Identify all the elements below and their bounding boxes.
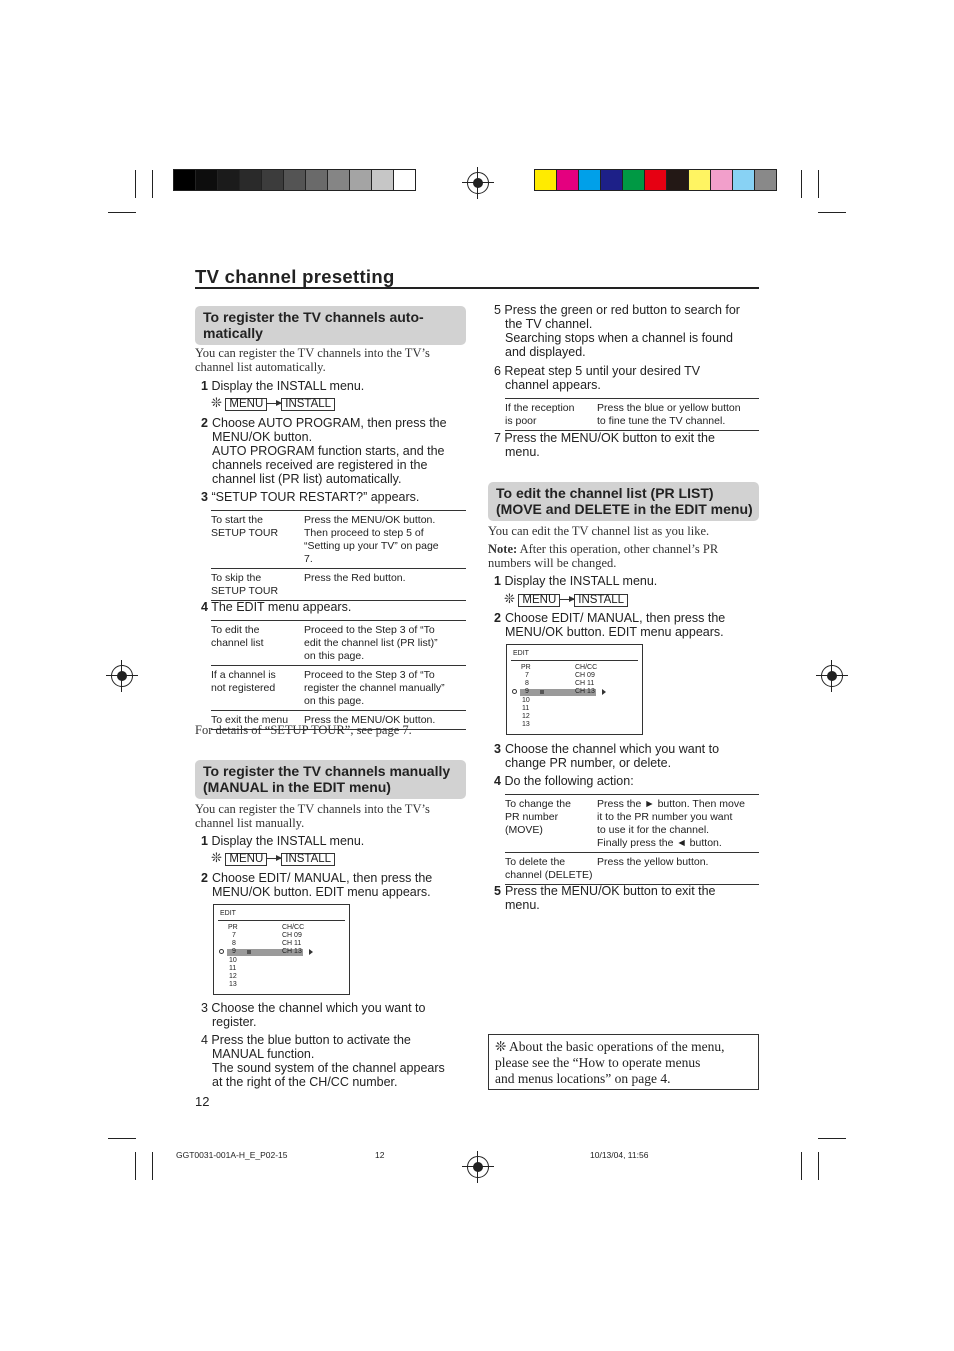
- text-line: channel appears.: [505, 378, 601, 392]
- crop-mark: [108, 1138, 136, 1139]
- text-line: and menus locations” on page 4.: [495, 1071, 671, 1086]
- pr-number: 10: [229, 956, 237, 964]
- asterisk-icon: ❊: [211, 395, 222, 410]
- cell-line: register the channel manually”: [304, 682, 445, 694]
- cell-line: on this page.: [304, 650, 365, 662]
- color-swatch: [262, 170, 284, 190]
- crop-mark: [152, 170, 153, 198]
- note-text: After this operation, other channel’s PR: [517, 542, 719, 556]
- text-line: Searching stops when a channel is found: [505, 331, 733, 345]
- text-line: Choose EDIT/ MANUAL, then press the: [505, 611, 726, 625]
- crop-mark: [818, 170, 819, 198]
- ch-value: CH 11: [282, 940, 302, 948]
- asterisk-icon: ❊: [211, 850, 222, 865]
- cell-line: to fine tune the TV channel.: [597, 415, 726, 427]
- menu-path: [211, 396, 335, 411]
- text-line: and displayed.: [505, 345, 586, 359]
- step-number: 2: [201, 871, 208, 885]
- color-calibration-bar: [534, 169, 777, 191]
- screen-title: EDIT: [220, 910, 236, 917]
- page-number: 12: [195, 1094, 210, 1109]
- table-row: [211, 621, 466, 666]
- registration-mark-icon: [111, 665, 133, 687]
- selected-marker-icon: [219, 949, 224, 954]
- text-line: menu.: [505, 898, 540, 912]
- screen-title: EDIT: [513, 650, 529, 657]
- step-text: [505, 611, 725, 639]
- step-text: [505, 742, 719, 770]
- col-header-ch: CH/CC: [282, 924, 305, 931]
- auto-step-4: [201, 600, 351, 614]
- menu-path: [504, 592, 628, 607]
- heading-line: To edit the channel list (PR LIST): [496, 485, 714, 501]
- color-swatch: [623, 170, 645, 190]
- text-line: 5 Press the green or red button to search for: [494, 303, 740, 317]
- auto-step-1: [201, 379, 364, 393]
- cell-line: If the reception: [505, 402, 575, 414]
- edit-step-1: [494, 574, 657, 588]
- text-line: MENU/OK button. EDIT menu appears.: [505, 625, 724, 639]
- step-number: 4: [201, 600, 208, 614]
- step-text: “SETUP TOUR RESTART?” appears.: [211, 490, 420, 504]
- text-line: at the right of the CH/CC number.: [212, 1075, 398, 1089]
- step-text: [212, 871, 432, 899]
- table-cell-condition: [211, 621, 304, 666]
- cell-line: to use it for the channel.: [597, 824, 710, 836]
- pr-number: 13: [229, 981, 237, 989]
- ch-value: CH 11: [575, 680, 595, 688]
- table-row: [505, 853, 759, 885]
- pr-number: 11: [229, 964, 237, 972]
- text-line: please see the “How to operate menus: [495, 1055, 701, 1070]
- arrow-right-icon: [309, 949, 313, 955]
- color-swatch: [284, 170, 306, 190]
- step-number: 1: [494, 574, 501, 588]
- screen-divider: [511, 660, 638, 661]
- text-line: Press the MENU/OK button to exit the: [505, 884, 716, 898]
- edit-menu-screen: [213, 904, 350, 995]
- color-swatch: [174, 170, 196, 190]
- col-header-pr: PR: [521, 664, 531, 671]
- text-line: Choose the channel which you want to: [505, 742, 720, 756]
- step-number: 4: [494, 774, 501, 788]
- manual-step-7: [494, 431, 715, 459]
- cell-line: To exit the menu: [211, 714, 289, 726]
- reception-table: [505, 398, 759, 431]
- text-line: 6 Repeat step 5 until your desired TV: [494, 364, 701, 378]
- edit-menu-table: [211, 620, 466, 730]
- cell-line: If a channel is: [211, 669, 276, 681]
- selected-marker-icon: [512, 689, 517, 694]
- table-cell-action: [304, 666, 466, 711]
- install-button-label: INSTALL: [281, 398, 335, 411]
- color-swatch: [372, 170, 394, 190]
- edit-note: [488, 542, 718, 570]
- cell-line: Proceed to the Step 3 of “To: [304, 669, 435, 681]
- color-swatch: [535, 170, 557, 190]
- table-row: [211, 569, 466, 601]
- color-swatch: [601, 170, 623, 190]
- table-cell-action: [304, 569, 466, 601]
- color-swatch: [733, 170, 755, 190]
- text-line: the TV channel.: [505, 317, 593, 331]
- registration-mark-icon: [467, 172, 489, 194]
- pr-number: 7: [232, 932, 236, 939]
- text-line: Choose AUTO PROGRAM, then press the: [212, 416, 447, 430]
- color-swatch: [306, 170, 328, 190]
- heading-line: (MOVE and DELETE in the EDIT menu): [496, 501, 753, 517]
- cell-line: Proceed to the Step 3 of “To: [304, 624, 435, 636]
- crop-mark: [818, 212, 846, 213]
- pr-number: 12: [229, 973, 237, 980]
- setup-tour-table: [211, 510, 466, 601]
- col-header-ch: CH/CC: [575, 664, 598, 671]
- step-number: 2: [494, 611, 501, 625]
- text-line: change PR number, or delete.: [505, 756, 672, 770]
- edit-step-5: [494, 884, 716, 912]
- table-cell-action: [597, 399, 759, 431]
- page-title: TV channel presetting: [195, 266, 395, 287]
- pr-number: 13: [522, 721, 530, 729]
- color-swatch: [557, 170, 579, 190]
- col-header-pr: PR: [228, 924, 238, 931]
- note-label: Note:: [488, 542, 518, 556]
- step-text: Do the following action:: [504, 774, 634, 788]
- crop-mark: [801, 170, 802, 198]
- cell-line: it to the PR number you want: [597, 811, 733, 823]
- text-line: AUTO PROGRAM function starts, and the: [212, 444, 445, 458]
- cell-line: is poor: [505, 415, 537, 427]
- cell-line: To change the: [505, 798, 571, 810]
- setup-tour-details: For details of “SETUP TOUR”, see page 7.: [195, 723, 412, 737]
- manual-step-5: [494, 303, 740, 359]
- crop-mark: [135, 170, 136, 198]
- color-swatch: [755, 170, 776, 190]
- step-number: 3: [494, 742, 501, 756]
- asterisk-icon: ❊: [504, 591, 515, 606]
- color-swatch: [350, 170, 372, 190]
- text-line: The sound system of the channel appears: [212, 1061, 445, 1075]
- text-line: Choose EDIT/ MANUAL, then press the: [212, 871, 433, 885]
- crop-mark: [818, 1138, 846, 1139]
- ch-value: CH 09: [282, 932, 302, 939]
- pr-number: 8: [232, 940, 236, 948]
- sound-icon: [540, 690, 544, 694]
- step-text: [212, 416, 447, 486]
- step-text: [505, 884, 716, 912]
- gray-scale-bar: [173, 169, 416, 191]
- step-text: Display the INSTALL menu.: [504, 574, 658, 588]
- cell-line: “Setting up your TV” on page: [304, 540, 439, 552]
- cell-line: Then proceed to step 5 of: [304, 527, 424, 539]
- text-line: 7 Press the MENU/OK button to exit the: [494, 431, 715, 445]
- auto-step-3: [201, 490, 419, 504]
- table-cell-condition: [505, 795, 597, 853]
- cell-line: on this page.: [304, 695, 365, 707]
- arrow-right-icon: [267, 403, 281, 404]
- auto-intro: [195, 346, 430, 374]
- footer-date: 10/13/04, 11:56: [590, 1150, 649, 1160]
- cell-line: PR number: [505, 811, 559, 823]
- table-cell-action: [597, 853, 759, 885]
- color-swatch: [667, 170, 689, 190]
- step-text: Display the INSTALL menu.: [211, 379, 365, 393]
- ch-value: CH 13: [575, 688, 595, 696]
- heading-line: To register the TV channels manually: [203, 763, 451, 779]
- text-line: MANUAL function.: [212, 1047, 315, 1061]
- cell-line: To edit the: [211, 624, 260, 636]
- cell-line: SETUP TOUR: [211, 527, 279, 539]
- table-cell-action: [304, 511, 466, 569]
- menu-button-label: MENU: [225, 853, 267, 866]
- section-heading-edit: [488, 482, 759, 521]
- text-line: 3 Choose the channel which you want to: [201, 1001, 426, 1015]
- step-number: 3: [201, 490, 208, 504]
- crop-mark: [818, 1152, 819, 1180]
- intro-line: You can register the TV channels into the TV’s: [195, 802, 430, 816]
- cell-line: Press the Red button.: [304, 572, 406, 584]
- step-text: Display the INSTALL menu.: [211, 834, 365, 848]
- pr-number: 7: [525, 672, 529, 679]
- intro-line: You can register the TV channels into the TV’s: [195, 346, 430, 360]
- cell-line: Press the yellow button.: [597, 856, 709, 868]
- arrow-right-icon: [267, 858, 281, 859]
- pr-number: 10: [522, 696, 530, 704]
- color-swatch: [689, 170, 711, 190]
- color-swatch: [645, 170, 667, 190]
- text-line: 4 Press the blue button to activate the: [201, 1033, 411, 1047]
- text-line: menu.: [505, 445, 540, 459]
- section-heading-manual: [195, 760, 466, 799]
- text-line: register.: [212, 1015, 257, 1029]
- text-line: MENU/OK button. EDIT menu appears.: [212, 885, 431, 899]
- cell-line: channel (DELETE): [505, 869, 593, 881]
- step-number: 5: [494, 884, 501, 898]
- pr-number: 12: [522, 713, 530, 720]
- table-cell-condition: [211, 666, 304, 711]
- ch-value: CH 13: [282, 948, 302, 956]
- manual-step-3: [201, 1001, 425, 1029]
- footer-page: 12: [375, 1150, 385, 1160]
- edit-menu-screen: [506, 644, 643, 735]
- pr-number: 9: [232, 948, 236, 956]
- cell-line: To skip the: [211, 572, 262, 584]
- table-row: [505, 795, 759, 853]
- cell-line: Press the ► button. Then move: [597, 798, 745, 810]
- color-swatch: [328, 170, 350, 190]
- step-number: 2: [201, 416, 208, 430]
- color-swatch: [394, 170, 415, 190]
- color-swatch: [240, 170, 262, 190]
- table-cell-condition: [211, 569, 304, 601]
- cell-line: (MOVE): [505, 824, 543, 836]
- install-button-label: INSTALL: [574, 594, 628, 607]
- step-number: 1: [201, 834, 208, 848]
- edit-intro: You can edit the TV channel list as you like.: [488, 524, 710, 538]
- menu-button-label: MENU: [225, 398, 267, 411]
- menu-button-label: MENU: [518, 594, 560, 607]
- sound-icon: [247, 950, 251, 954]
- table-row: [505, 399, 759, 431]
- registration-mark-icon: [821, 665, 843, 687]
- section-heading-auto: [195, 306, 466, 345]
- edit-step-4: [494, 774, 634, 788]
- ch-value: CH 09: [575, 672, 595, 679]
- cell-line: Press the MENU/OK button.: [304, 514, 436, 526]
- manual-intro: [195, 802, 430, 830]
- cell-line: channel list: [211, 637, 264, 649]
- title-rule: [195, 287, 759, 289]
- footer-file: GGT0031-001A-H_E_P02-15: [176, 1150, 288, 1160]
- auto-step-2: [201, 416, 447, 486]
- manual-step-4: [201, 1033, 445, 1089]
- cell-line: To delete the: [505, 856, 566, 868]
- note-text: numbers will be changed.: [488, 556, 617, 570]
- cell-line: Press the blue or yellow button: [597, 402, 741, 414]
- pr-number: 11: [522, 704, 530, 712]
- arrow-right-icon: [560, 599, 574, 600]
- color-swatch: [218, 170, 240, 190]
- cell-line: SETUP TOUR: [211, 585, 279, 597]
- cell-line: not registered: [211, 682, 276, 694]
- crop-mark: [108, 212, 136, 213]
- crop-mark: [135, 1152, 136, 1180]
- table-row: [211, 511, 466, 569]
- pr-number: 9: [525, 688, 529, 696]
- heading-line: matically: [203, 325, 263, 341]
- cell-line: Finally press the ◄ button.: [597, 837, 722, 849]
- edit-step-3: [494, 742, 719, 770]
- step-number: 1: [201, 379, 208, 393]
- heading-line: To register the TV channels auto-: [203, 309, 424, 325]
- manual-step-1: [201, 834, 364, 848]
- text-line: MENU/OK button.: [212, 430, 313, 444]
- menu-path: [211, 851, 335, 866]
- manual-step-6: [494, 364, 700, 392]
- text-line: ❊ About the basic operations of the menu,: [495, 1039, 725, 1054]
- about-menu-note: [488, 1034, 759, 1090]
- table-cell-condition: [211, 511, 304, 569]
- pr-number: 8: [525, 680, 529, 688]
- cell-line: 7.: [304, 553, 313, 565]
- cell-line: Press the MENU/OK button.: [304, 714, 436, 726]
- table-cell-action: [304, 621, 466, 666]
- move-delete-table: [505, 794, 759, 885]
- table-row: [211, 666, 466, 711]
- install-button-label: INSTALL: [281, 853, 335, 866]
- table-cell-condition: [505, 399, 597, 431]
- manual-step-2: [201, 871, 432, 899]
- screen-divider: [218, 920, 345, 921]
- edit-step-2: [494, 611, 725, 639]
- color-swatch: [711, 170, 733, 190]
- intro-line: channel list automatically.: [195, 360, 326, 374]
- color-swatch: [579, 170, 601, 190]
- color-swatch: [196, 170, 218, 190]
- crop-mark: [801, 1152, 802, 1180]
- table-cell-action: [597, 795, 759, 853]
- crop-mark: [152, 1152, 153, 1180]
- step-text: The EDIT menu appears.: [211, 600, 352, 614]
- cell-line: To start the: [211, 514, 263, 526]
- registration-mark-icon: [467, 1156, 489, 1178]
- cell-line: edit the channel list (PR list)”: [304, 637, 438, 649]
- arrow-right-icon: [602, 689, 606, 695]
- text-line: channel list (PR list) automatically.: [212, 472, 402, 486]
- text-line: channels received are registered in the: [212, 458, 428, 472]
- table-cell-condition: [505, 853, 597, 885]
- intro-line: channel list manually.: [195, 816, 305, 830]
- heading-line: (MANUAL in the EDIT menu): [203, 779, 391, 795]
